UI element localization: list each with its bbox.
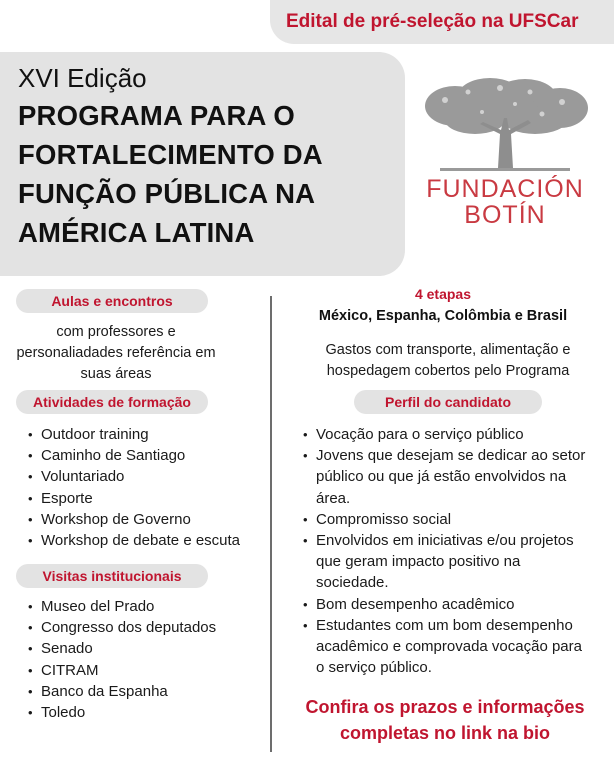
bullet-icon: • xyxy=(28,448,33,464)
program-title xyxy=(18,96,405,252)
list-item: • CITRAM xyxy=(27,660,267,681)
list-item: • Estudantes com um bom desempenho acadêmico e comprovada vocação para o serviço público. xyxy=(303,616,582,677)
aulas-line: personaliadades referência em xyxy=(16,345,216,361)
bullet-icon: • xyxy=(303,596,308,612)
tree-icon xyxy=(420,78,590,174)
costs-line: Gastos com transporte, alimentação e xyxy=(325,342,571,358)
cta-text xyxy=(278,694,612,746)
aulas-heading xyxy=(16,289,208,313)
atividades-heading-label: Atividades de formação xyxy=(33,394,191,410)
perfil-list xyxy=(302,424,602,678)
etapas-label: 4 etapas xyxy=(414,286,472,302)
bullet-icon: • xyxy=(28,427,33,442)
bullet-icon: • xyxy=(28,511,33,527)
bullet-icon: • xyxy=(28,641,33,657)
list-item: • Workshop de Governo xyxy=(27,509,267,530)
atividades-list xyxy=(27,424,267,551)
list-item: • Workshop de debate e escuta xyxy=(27,530,267,551)
bullet-icon: • xyxy=(28,683,33,699)
bullet-icon: • xyxy=(28,620,33,636)
bullet-icon: • xyxy=(28,662,33,678)
bullet-icon: • xyxy=(28,469,33,485)
bullet-icon: • xyxy=(303,427,308,442)
atividades-heading xyxy=(16,390,208,414)
list-item: • Banco da Espanha xyxy=(27,681,267,702)
edition-label: XVI Edição xyxy=(18,63,147,93)
list-item: • Toledo xyxy=(27,702,267,723)
countries-label: México, Espanha, Colômbia e Brasil xyxy=(318,308,568,324)
visitas-heading xyxy=(16,564,208,588)
aulas-line: suas áreas xyxy=(80,366,152,382)
costs-description xyxy=(283,340,613,382)
list-item: • Congresso dos deputados xyxy=(27,617,267,638)
hero-panel xyxy=(0,52,405,276)
bullet-icon: • xyxy=(303,448,308,464)
list-item: • Compromisso social xyxy=(302,509,602,530)
costs-line: hospedagem cobertos pelo Programa xyxy=(326,363,570,379)
list-item: • Senado xyxy=(27,638,267,659)
bullet-icon: • xyxy=(28,490,33,506)
perfil-heading-label: Perfil do candidato xyxy=(384,394,511,410)
header-tab xyxy=(270,0,614,44)
aulas-description xyxy=(0,322,232,385)
bullet-icon: • xyxy=(303,511,308,527)
logo-line-1: FUNDACIÓN xyxy=(426,175,584,203)
header-tab-label: Edital de pré-seleção na UFSCar xyxy=(286,11,579,32)
perfil-heading xyxy=(354,390,542,414)
program-title-line: PROGRAMA PARA O xyxy=(18,100,295,131)
list-item: • Caminho de Santiago xyxy=(27,445,267,466)
list-item: • Esporte xyxy=(27,488,267,509)
bullet-icon: • xyxy=(28,705,33,721)
column-divider xyxy=(270,296,272,752)
visitas-heading-label: Visitas institucionais xyxy=(42,568,182,584)
bullet-icon: • xyxy=(28,599,33,614)
logo-line-2: BOTÍN xyxy=(464,201,546,229)
list-item: • Voluntariado xyxy=(27,466,267,487)
aulas-heading-label: Aulas e encontros xyxy=(51,293,173,309)
cta-line: completas no link na bio xyxy=(339,723,551,743)
list-item: • Envolvidos em iniciativas e/ou projetos que geram impacto positivo na sociedade. xyxy=(303,532,574,592)
program-title-line: FORTALECIMENTO DA xyxy=(18,139,323,170)
bullet-icon: • xyxy=(28,533,33,549)
list-item: • Outdoor training xyxy=(27,424,267,445)
bullet-icon: • xyxy=(303,617,308,633)
fundacion-botin-logo xyxy=(420,78,590,238)
list-item: • Jovens que desejam se dedicar ao setor público ou que já estão envolvidos na área. xyxy=(303,447,586,507)
cta-line: Confira os prazos e informações xyxy=(305,697,585,717)
list-item: • Museo del Prado xyxy=(27,596,267,617)
visitas-list xyxy=(27,596,267,723)
aulas-line: com professores e xyxy=(56,324,176,340)
program-title-line: AMÉRICA LATINA xyxy=(18,217,255,248)
list-item: • Bom desempenho acadêmico xyxy=(302,594,602,615)
program-title-line: FUNÇÃO PÚBLICA NA xyxy=(18,178,316,209)
list-item: • Vocação para o serviço público xyxy=(302,424,602,445)
bullet-icon: • xyxy=(303,533,308,549)
